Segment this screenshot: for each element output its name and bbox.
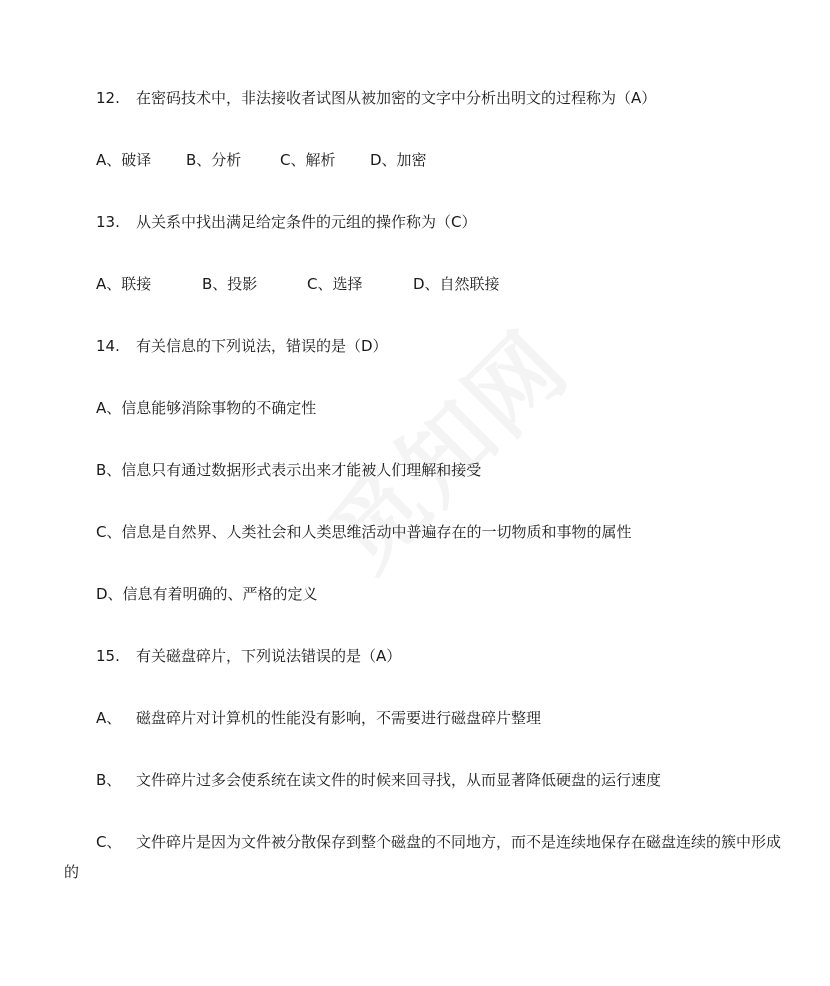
option-text: 文件碎片是因为文件被分散保存到整个磁盘的不同地方，而不是连续地保存在磁盘连续的簇中形成的 [64,833,782,881]
option-a: A、联接 [96,275,152,293]
options-12 [96,150,427,170]
option-letter: B、 [96,771,122,789]
option-c: C、选择 [307,275,363,293]
option-b: B、信息只有通过数据形式表示出来才能被人们理解和接受 [96,461,482,479]
question-number: 15. [96,647,120,665]
option-d: D、信息有着明确的、严格的定义 [96,585,318,603]
option-text: 磁盘碎片对计算机的性能没有影响，不需要进行磁盘碎片整理 [136,709,542,727]
question-text: 有关信息的下列说法，错误的是（D） [136,337,388,355]
question-text: 在密码技术中，非法接收者试图从被加密的文字中分析出明文的过程称为（A） [136,89,657,107]
question-14 [96,336,388,356]
option-text: 文件碎片过多会使系统在读文件的时候来回寻找，从而显著降低硬盘的运行速度 [136,771,662,789]
question-13 [96,212,476,232]
question-text: 从关系中找出满足给定条件的元组的操作称为（C） [136,213,477,231]
option-c [64,827,784,887]
option-a [96,708,541,728]
question-12 [96,88,656,108]
question-number: 14. [96,337,120,355]
option-b: B、分析 [186,151,242,169]
option-c: C、信息是自然界、人类社会和人类思维活动中普遍存在的一切物质和事物的属性 [96,523,632,541]
option-d: D、自然联接 [413,275,500,293]
option-b: B、投影 [202,275,258,293]
option-c: C、解析 [280,151,336,169]
option-a: A、信息能够消除事物的不确定性 [96,399,317,417]
option-a: A、破译 [96,151,152,169]
question-number: 12. [96,89,120,107]
question-15 [96,646,401,666]
option-letter: A、 [96,709,122,727]
question-number: 13. [96,213,120,231]
option-b [96,770,661,790]
option-letter: C、 [96,833,122,851]
option-d: D、加密 [370,151,427,169]
question-text: 有关磁盘碎片，下列说法错误的是（A） [136,647,402,665]
options-13 [96,274,500,294]
